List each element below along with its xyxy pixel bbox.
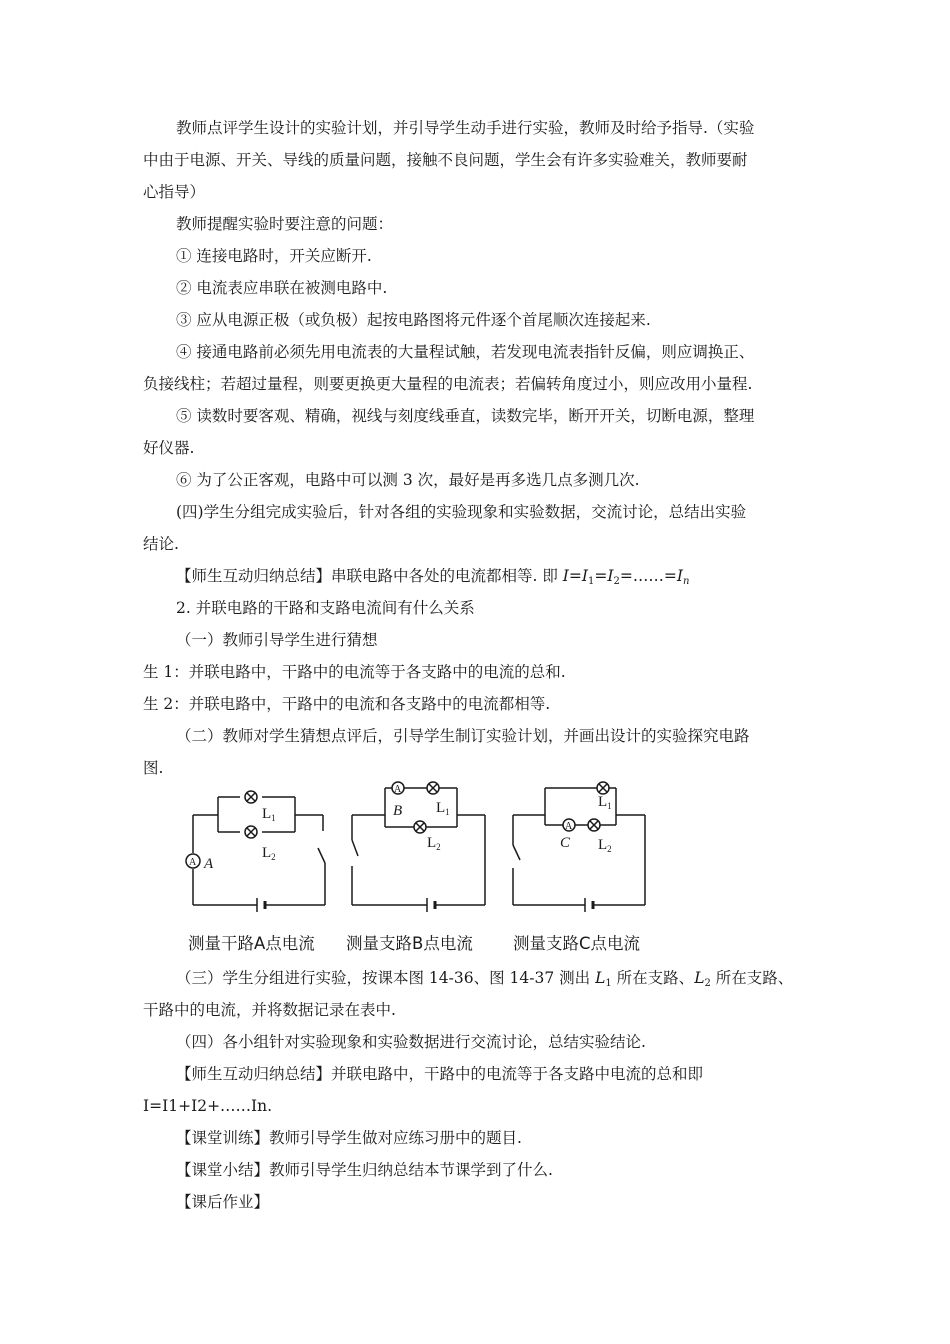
formula-eq: =: [568, 567, 582, 585]
formula-I: I: [562, 567, 569, 585]
figure-caption: 测量支路C点电流: [513, 934, 641, 953]
class-summary: 【课堂小结】教师引导学生归纳总结本节课学到了什么.: [176, 1161, 553, 1179]
lamp-label: $L_2$: [598, 837, 612, 854]
formula-I2: I: [607, 567, 614, 585]
text-run: 所在支路、: [611, 969, 695, 987]
para-line: （四）各小组针对实验现象和实验数据进行交流讨论，总结实验结论.: [176, 1033, 646, 1051]
para-line: （一）教师引导学生进行猜想: [176, 631, 378, 649]
para-line: 结论.: [143, 535, 179, 553]
formula-In: I: [676, 567, 684, 585]
text-run: （三）学生分组进行实验，按课本图 14-36、图 14-37 测出: [176, 969, 596, 987]
lamp-label: $L_2$: [427, 835, 441, 852]
para-line: 图.: [143, 759, 164, 777]
lamp-label: $L_1$: [262, 806, 276, 823]
para-line: 干路中的电流，并将数据记录在表中.: [143, 1001, 396, 1019]
para-line: 教师提醒实验时要注意的问题：: [176, 215, 394, 233]
text-run: 所在支路、: [710, 969, 794, 987]
summary-series: [176, 566, 689, 592]
student-answer: 生 1：并联电路中，干路中的电流等于各支路中的电流的总和.: [143, 663, 566, 681]
para-line: 教师点评学生设计的实验计划，并引导学生动手进行实验，教师及时给予指导.（实验: [176, 119, 755, 137]
point-label: A: [204, 856, 214, 872]
note-item: ⑥ 为了公正客观，电路中可以测 3 次，最好是再多选几点多测几次.: [176, 471, 640, 489]
formula-sub: 2: [613, 576, 620, 587]
note-item: ② 电流表应串联在被测电路中.: [176, 279, 388, 297]
ammeter-icon: A: [189, 857, 197, 868]
formula-dots: =……=: [619, 567, 677, 585]
note-item: ④ 接通电路前必须先用电流表的大量程试触，若发现电流表指针反偏，则应调换正、: [176, 343, 755, 361]
ammeter-icon: A: [565, 821, 573, 832]
note-item: ③ 应从电源正极（或负极）起按电路图将元件逐个首尾顺次连接起来.: [176, 311, 651, 329]
formula-eq: =: [594, 567, 608, 585]
point-label: C: [560, 835, 571, 851]
para-line: (四)学生分组完成实验后，针对各组的实验现象和实验数据，交流讨论，总结出实验: [176, 503, 747, 521]
summary-text: 【师生互动归纳总结】串联电路中各处的电流都相等. 即: [176, 567, 563, 585]
formula-I1: I: [581, 567, 589, 585]
lamp-label: $L_1$: [436, 800, 450, 817]
para-line: 心指导）: [143, 183, 206, 201]
circuit-diagrams: [0, 780, 950, 930]
ammeter-icon: A: [394, 784, 402, 795]
student-answer: 生 2：并联电路中，干路中的电流和各支路中的电流都相等.: [143, 695, 551, 713]
figure-caption: 测量支路B点电流: [346, 934, 473, 953]
question-heading: 2. 并联电路的干路和支路电流间有什么关系: [176, 599, 475, 617]
formula-sub: n: [683, 576, 690, 587]
symbol: L: [595, 969, 606, 987]
summary-parallel-formula: I=I1+I2+……In.: [143, 1097, 273, 1115]
symbol: L: [694, 969, 705, 987]
note-item: ① 连接电路时，开关应断开.: [176, 247, 372, 265]
note-item: 好仪器.: [143, 439, 195, 457]
class-training: 【课堂训练】教师引导学生做对应练习册中的题目.: [176, 1129, 522, 1147]
para-line: （二）教师对学生猜想点评后，引导学生制订实验计划，并画出设计的实验探究电路: [176, 727, 750, 745]
figure-caption: 测量干路A点电流: [188, 934, 315, 953]
formula-sub: 1: [588, 576, 595, 587]
para-line: [176, 968, 793, 994]
point-label: B: [393, 803, 403, 819]
note-item: 负接线柱；若超过量程，则要更换更大量程的电流表；若偏转角度过小，则应改用小量程.: [143, 375, 753, 393]
homework-heading: 【课后作业】: [176, 1193, 270, 1211]
symbol-sub: 1: [605, 978, 612, 989]
para-line: 中由于电源、开关、导线的质量问题，接触不良问题，学生会有许多实验难关，教师要耐: [143, 151, 748, 169]
symbol-sub: 2: [704, 978, 711, 989]
lamp-label: $L_2$: [262, 845, 276, 862]
note-item: ⑤ 读数时要客观、精确，视线与刻度线垂直，读数完毕，断开开关，切断电源，整理: [176, 407, 755, 425]
lamp-label: $L_1$: [598, 794, 612, 811]
summary-parallel: 【师生互动归纳总结】并联电路中，干路中的电流等于各支路中电流的总和即: [176, 1065, 704, 1083]
